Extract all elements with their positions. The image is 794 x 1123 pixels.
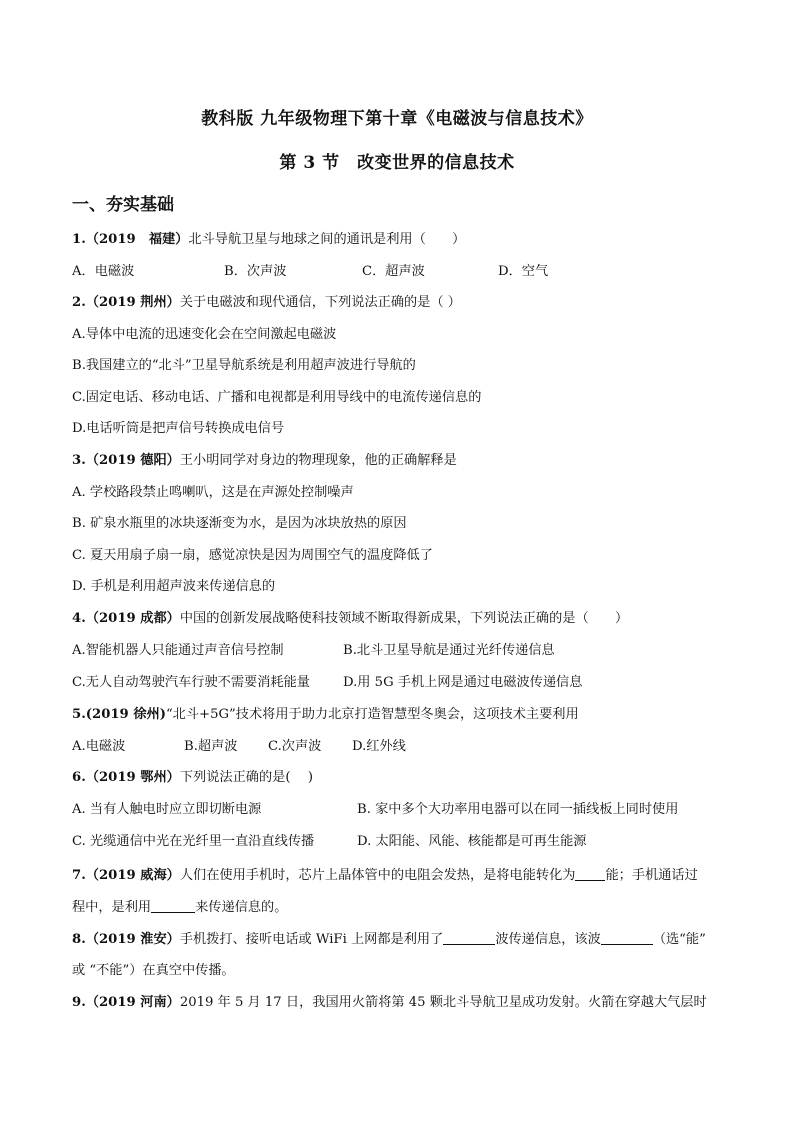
option-b: B.我国建立的“北斗”卫星导航系统是利用超声波进行导航的 (72, 358, 416, 373)
question-source: .（2019 福建） (81, 232, 189, 247)
question-source: .（2019 淮安） (81, 932, 180, 947)
question-number: 8 (72, 932, 82, 947)
question-9 (72, 994, 707, 1012)
question-source: .（2019 德阳） (81, 453, 180, 468)
option-b: B.北斗卫星导航是通过光纤传递信息 (343, 643, 555, 658)
question-text: 关于电磁波和现代通信，下列说法正确的是（ ） (179, 295, 461, 310)
option-b: B.超声波 (184, 739, 238, 754)
option-d: D. 手机是利用超声波来传递信息的 (72, 579, 276, 594)
option-c: C. 光缆通信中光在光纤里一直沿直线传播 (72, 834, 315, 849)
option-b: B. 家中多个大功率用电器可以在同一插线板上同时使用 (357, 802, 679, 817)
question-7 (72, 866, 698, 885)
option-c: C. 夏天用扇子扇一扇，感觉凉快是因为周围空气的温度降低了 (72, 548, 433, 563)
question-text: （选“能” (652, 932, 706, 947)
option-a: A. 学校路段禁止鸣喇叭，这是在声源处控制噪声 (72, 485, 354, 500)
question-3 (72, 452, 457, 470)
option-b: B. 矿泉水瓶里的冰块逐渐变为水，是因为冰块放热的原因 (72, 516, 407, 531)
answer-blank (443, 930, 495, 945)
question-6 (72, 769, 313, 787)
option-d: D．空气 (498, 264, 549, 279)
question-text: 手机拨打、接听电话或 WiFi 上网都是利用了 (179, 932, 444, 947)
question-number: 7 (72, 868, 82, 883)
question-text: 能；手机通话过 (605, 868, 698, 883)
question-text: 中国的创新发展战略使科技领域不断取得新成果，下列说法正确的是（ ） (179, 611, 629, 626)
option-d: D.电话听筒是把声信号转换成电信号 (72, 421, 285, 436)
question-text: 波传递信息，该波 (495, 932, 601, 947)
option-a: A.电磁波 (72, 739, 126, 754)
question-source: .（2019 荆州） (81, 295, 180, 310)
question-8 (72, 930, 706, 949)
page-subtitle: 第 3 节 改变世界的信息技术 (279, 153, 515, 173)
question-text: 程中，是利用 (72, 900, 152, 915)
question-number: 9 (72, 995, 82, 1010)
question-5 (72, 706, 579, 724)
section-heading: 一、夯实基础 (72, 195, 174, 215)
question-source: .（2019 鄂州） (81, 770, 180, 785)
option-c: C.固定电话、移动电话、广播和电视都是利用导线中的电流传递信息的 (72, 390, 482, 405)
question-1 (72, 231, 465, 249)
option-c: C.次声波 (268, 739, 322, 754)
question-text: 或 “不能”）在真空中传播。 (72, 963, 235, 978)
question-number: 3 (72, 453, 82, 468)
option-a: A. 当有人触电时应立即切断电源 (72, 802, 262, 817)
answer-blank (601, 930, 653, 945)
question-source: .（2019 成都） (81, 611, 180, 626)
answer-blank (575, 866, 605, 881)
option-d: D.红外线 (352, 739, 406, 754)
question-source: .(2019 徐州) (81, 707, 166, 722)
question-text: 来传递信息的。 (195, 900, 288, 915)
question-text: 王小明同学对身边的物理现象，他的正确解释是 (179, 453, 457, 468)
question-number: 1 (72, 232, 82, 247)
answer-blank (151, 898, 195, 913)
option-c: C．超声波 (362, 264, 425, 279)
question-7-continued (72, 898, 287, 917)
option-c: C.无人自动驾驶汽车行驶不需要消耗能量 (72, 675, 310, 690)
option-a: A．电磁波 (72, 264, 135, 279)
option-d: D.用 5G 手机上网是通过电磁波传递信息 (343, 675, 583, 690)
question-text: 2019 年 5 月 17 日，我国用火箭将第 45 颗北斗导航卫星成功发射。火箭在穿越大气层时 (179, 995, 707, 1010)
option-d: D. 太阳能、风能、核能都是可再生能源 (357, 834, 587, 849)
option-a: A.智能机器人只能通过声音信号控制 (72, 643, 284, 658)
question-number: 6 (72, 770, 82, 785)
question-number: 5 (72, 707, 82, 722)
question-4 (72, 610, 628, 628)
question-text: “北斗+5G”技术将用于助力北京打造智慧型冬奥会，这项技术主要利用 (165, 707, 579, 722)
question-source: .（2019 河南） (81, 995, 180, 1010)
question-2 (72, 294, 461, 312)
question-text: 下列说法正确的是( ) (179, 770, 313, 785)
question-source: .（2019 威海） (81, 868, 180, 883)
question-text: 人们在使用手机时，芯片上晶体管中的电阻会发热，是将电能转化为 (179, 868, 576, 883)
option-a: A.导体中电流的迅速变化会在空间激起电磁波 (72, 327, 337, 342)
page-title: 教科版 九年级物理下第十章《电磁波与信息技术》 (201, 109, 593, 129)
question-number: 4 (72, 611, 82, 626)
option-b: B．次声波 (224, 264, 287, 279)
question-text: 北斗导航卫星与地球之间的通讯是利用（ ） (188, 232, 466, 247)
question-8-continued (72, 962, 235, 980)
question-number: 2 (72, 295, 82, 310)
